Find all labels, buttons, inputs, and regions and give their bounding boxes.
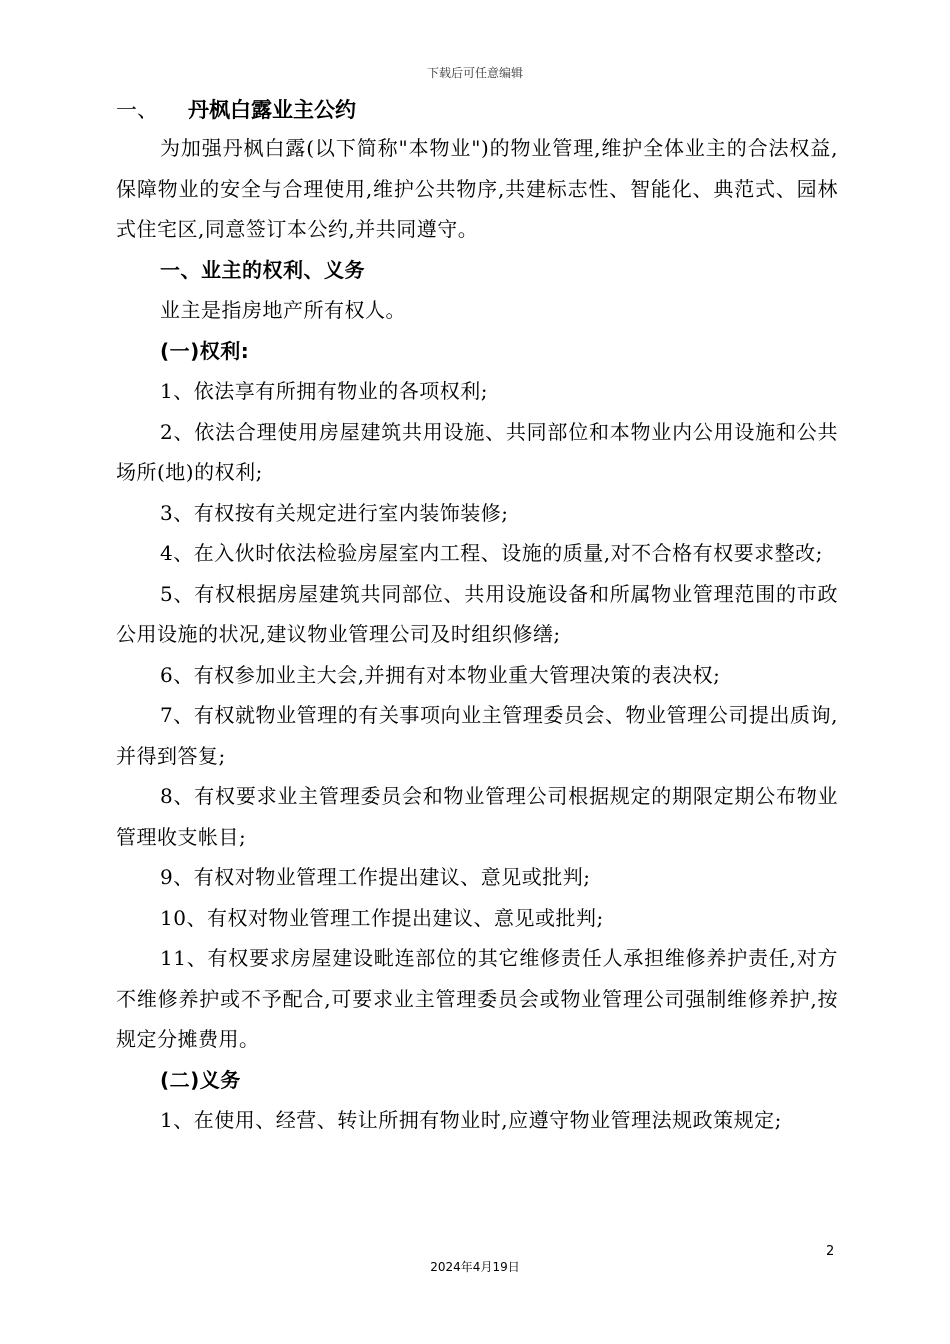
subsection-heading-rights: (一)权利: bbox=[160, 338, 250, 363]
section-heading: 一、业主的权利、义务 bbox=[160, 257, 365, 282]
title-number: 一、 bbox=[116, 98, 158, 122]
header-note: 下载后可任意编辑 bbox=[426, 66, 523, 80]
list-item: 4、在入伙时依法检验房屋室内工程、设施的质量,对不合格有权要求整改; bbox=[160, 541, 823, 565]
document-title bbox=[116, 96, 356, 124]
footer-date: 2024年4月19日 bbox=[430, 1260, 520, 1274]
list-item: 8、有权要求业主管理委员会和物业管理公司根据规定的期限定期公布物业管理收支帐目; bbox=[116, 784, 838, 849]
list-item: 10、有权对物业管理工作提出建议、意见或批判; bbox=[160, 905, 604, 930]
title-text: 丹枫白露业主公约 bbox=[188, 98, 356, 122]
list-item: 1、依法享有所拥有物业的各项权利; bbox=[160, 379, 488, 403]
list-item: 3、有权按有关规定进行室内装饰装修; bbox=[160, 500, 509, 525]
subsection-heading-duties: (二)义务 bbox=[160, 1067, 241, 1092]
list-item: 11、有权要求房屋建设毗连部位的其它维修责任人承担维修养护责任,对方不维修养护或不予配合,可要求业主管理委员会或物业管理公司强制维修养护,按规定分摊费用。 bbox=[116, 946, 838, 1051]
intro-paragraph: 为加强丹枫白露(以下简称"本物业")的物业管理,维护全体业主的合法权益,保障物业的安全与合理使用,维护公共物序,共建标志性、智能化、典范式、园林式住宅区,同意签订本公约,并共同遵守。 bbox=[116, 136, 838, 241]
document-body bbox=[116, 128, 838, 1141]
list-item: 6、有权参加业主大会,并拥有对本物业重大管理决策的表决权; bbox=[160, 662, 721, 687]
list-item: 2、依法合理使用房屋建筑共用设施、共同部位和本物业内公用设施和公共场所(地)的权利; bbox=[116, 419, 838, 484]
list-item: 7、有权就物业管理的有关事项向业主管理委员会、物业管理公司提出质询,并得到答复; bbox=[116, 703, 838, 768]
list-item: 1、在使用、经营、转让所拥有物业时,应遵守物业管理法规政策规定; bbox=[160, 1108, 782, 1132]
definition-paragraph: 业主是指房地产所有权人。 bbox=[160, 298, 406, 322]
list-item: 5、有权根据房屋建筑共同部位、共用设施设备和所属物业管理范围的市政公用设施的状况,建议物业管理公司及时组织修缮; bbox=[116, 581, 838, 646]
page-number: 2 bbox=[826, 1244, 835, 1259]
list-item: 9、有权对物业管理工作提出建议、意见或批判; bbox=[160, 865, 591, 889]
